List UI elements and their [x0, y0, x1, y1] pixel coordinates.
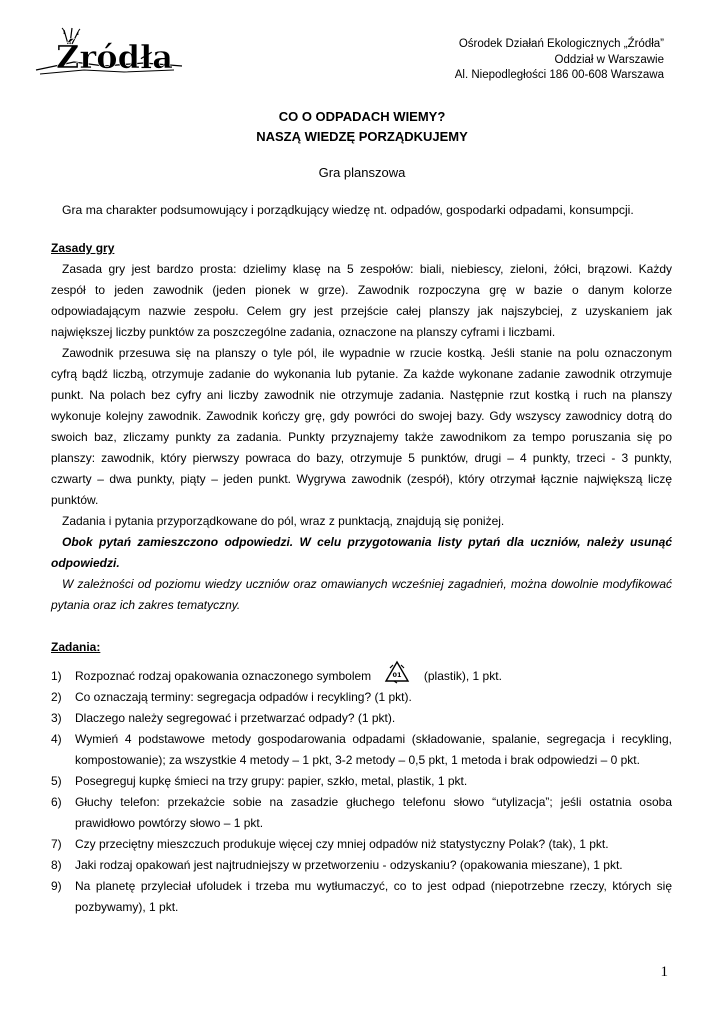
recycle-pet-icon [384, 660, 410, 684]
rules-line: swoich baz, zliczamy punkty za zadania. Punkty przyznajemy także zawodnikom za tempo poruszania się po [51, 430, 672, 444]
task-text: Jaki rodzaj opakowań jest najtrudniejszy w przetworzeniu - odzyskaniu? (opakowania mieszane), 1 pkt. [75, 858, 623, 872]
document-subtitle: Gra planszowa [318, 165, 406, 180]
task-number: 3) [51, 711, 62, 725]
rules-line: Zawodnik przesuwa się na planszy o tyle pól, ile wypadnie w rzucie kostką. Jeśli stanie na polu oznaczonym [62, 346, 672, 360]
task-number: 6) [51, 795, 62, 809]
address-line-3: Al. Niepodległości 186 00-608 Warszawa [454, 69, 664, 81]
rules-note-bold: odpowiedzi. [51, 556, 120, 570]
address-line-2: Oddział w Warszawie [554, 53, 664, 66]
rules-line: planszy: zawodnik, który pierwszy powraca do bazy, otrzymuje 5 punktów, drugi – 4 punkty, trzeci - 3 punkty, [51, 451, 672, 465]
task-number: 7) [51, 837, 62, 851]
task-number: 1) [51, 669, 62, 683]
task-text: prawidłowo powtórzy słowo – 1 pkt. [75, 816, 264, 830]
task-number: 5) [51, 774, 62, 788]
task-text: Na planetę przyleciał ufoludek i trzeba mu wytłumaczyć, co to jest odpad (niepotrzebne rzeczy, których się [75, 879, 672, 893]
zrodla-logo [34, 26, 184, 78]
rules-line: Zasada gry jest bardzo prosta: dzielimy klasę na 5 zespołów: biali, niebiescy, zieloni, żółci, brązowi. Każdy [62, 262, 672, 276]
task-text: kompostowanie); za wszystkie 4 metody – 1 pkt, 3-2 metody – 0,5 pkt, 1 metoda i brak odpowiedzi – 0 pkt. [75, 753, 640, 767]
rules-line: zespół to jeden zawodnik (jeden pionek w grze). Zawodnik rozpoczyna grę w bazie o danym kolorze [51, 283, 672, 297]
document-title-line-2: NASZĄ WIEDZĘ PORZĄDKUJEMY [256, 129, 468, 144]
rules-line: czwarty – dwa punkty, piąty – jeden punkt. Wygrywa zawodnik (zespół), który otrzymał łącznie największą liczę [51, 472, 672, 486]
task-number: 9) [51, 879, 62, 893]
page-number: 1 [660, 964, 668, 980]
rules-heading: Zasady gry [51, 241, 115, 255]
rules-line: punktów. [51, 493, 99, 507]
task-text: Głuchy telefon: przekażcie sobie na zasadzie głuchego telefonu słowo “utylizacja”; jeśli ostatnia osoba [75, 795, 672, 809]
task-number: 2) [51, 690, 62, 704]
rules-line: wykonuje kolejny zawodnik. Zawodnik kończy grę, gdy powróci do swojej bazy. Gdy wszyscy zawodnicy dotrą do [51, 409, 672, 423]
rules-note-italic: W zależności od poziomu wiedzy uczniów oraz omawianych wcześniej zagadnień, można dowolnie modyfikować [62, 577, 672, 591]
rules-line: największej liczby punktów za poszczególne zadania, oznaczone na planszy cyframi i liczbami. [51, 325, 556, 339]
task-number: 8) [51, 858, 62, 872]
task-text: Czy przeciętny mieszczuch produkuje więcej czy mniej odpadów niż statystyczny Polak? (tak), 1 pkt. [75, 837, 609, 851]
intro-paragraph: Gra ma charakter podsumowujący i porządkujący wiedzę nt. odpadów, gospodarki odpadami, konsumpcji. [62, 203, 634, 217]
task-text: Dlaczego należy segregować i przetwarzać odpady? (1 pkt). [75, 711, 396, 725]
task-text-part: Rozpoznać rodzaj opakowania oznaczonego symbolem [75, 669, 372, 683]
rules-line: punkt. Na polach bez cyfry ani liczby zawodnik nie otrzymuje zadania. Następnie rzut kostką i ruch na planszy [51, 388, 672, 402]
address-line-1: Ośrodek Działań Ekologicznych „Źródła” [458, 38, 664, 50]
recycle-code: 01 [392, 671, 402, 679]
tasks-heading: Zadania: [51, 640, 101, 654]
task-text: Wymień 4 podstawowe metody gospodarowania odpadami (składowanie, spalanie, segregacja i recykling, [75, 732, 672, 746]
task-text-part: (plastik), 1 pkt. [423, 669, 502, 683]
rules-note-bold: Obok pytań zamieszczono odpowiedzi. W celu przygotowania listy pytań dla uczniów, należy usunąć [62, 535, 672, 549]
task-number: 4) [51, 732, 62, 746]
organization-address [455, 37, 664, 84]
rules-line: odpowiadającym nazwie zespołu. Celem gry jest przejście całej planszy jak najszybciej, z uzyskaniem jak [51, 304, 672, 318]
task-text: Posegreguj kupkę śmieci na trzy grupy: papier, szkło, metal, plastik, 1 pkt. [75, 774, 468, 788]
logo-wordmark: Źródła [56, 38, 173, 76]
rules-note-italic: pytania oraz ich zakres tematyczny. [51, 598, 241, 612]
task-text: pozbywamy), 1 pkt. [75, 900, 179, 914]
document-title-line-1: CO O ODPADACH WIEMY? [278, 109, 446, 124]
rules-line: cyfrą bądź liczbą, otrzymuje zadanie do wykonania lub pytanie. Za każde wykonane zadanie zawodnik otrzymuje [51, 367, 672, 381]
task-text [75, 669, 672, 683]
rules-line: Zadania i pytania przyporządkowane do pól, wraz z punktacją, znajdują się poniżej. [62, 514, 505, 528]
task-text: Co oznaczają terminy: segregacja odpadów i recykling? (1 pkt). [75, 690, 412, 704]
